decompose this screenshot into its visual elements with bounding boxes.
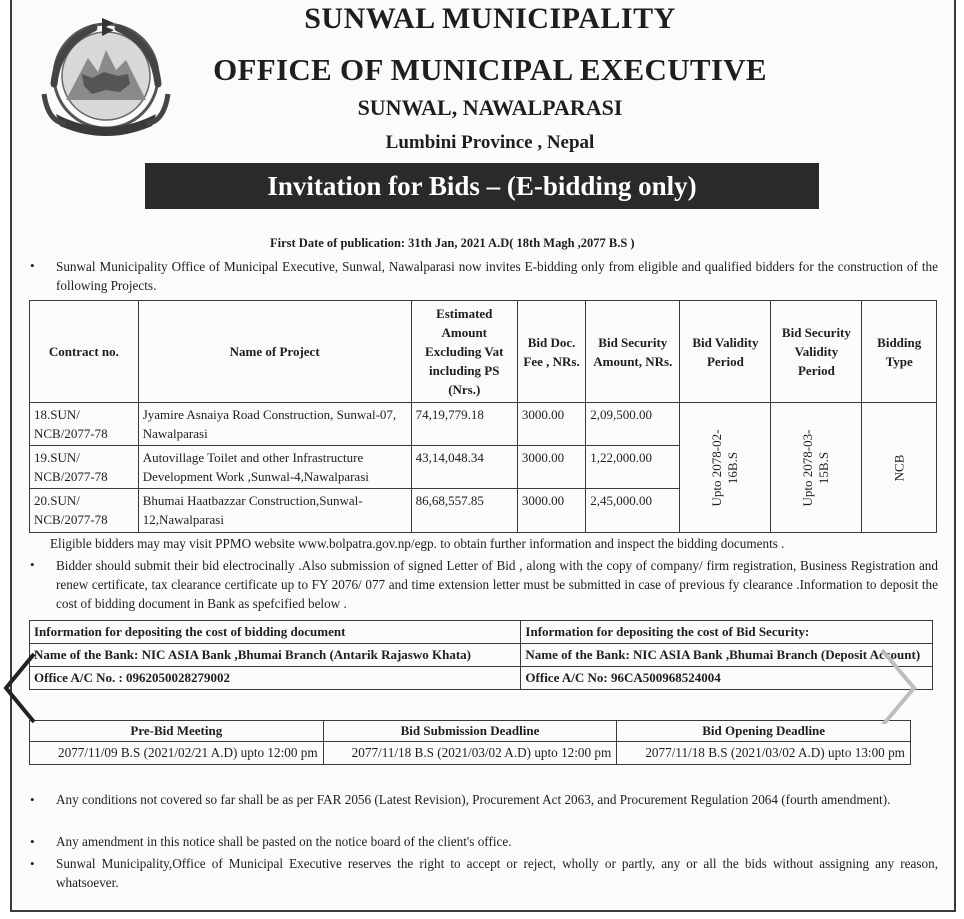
bullet: •: [30, 792, 35, 807]
bids-table: [29, 300, 937, 533]
header-validity: Bid Validity Period: [680, 301, 771, 403]
estimate-cell: 43,14,048.34: [411, 446, 517, 489]
header-contract: Contract no.: [30, 301, 139, 403]
contract-cell: 19.SUN/ NCB/2077-78: [30, 446, 139, 489]
chevron-right-icon[interactable]: [878, 644, 918, 724]
estimate-cell: 86,68,557.85: [411, 489, 517, 533]
location-title: SUNWAL, NAWALPARASI: [357, 95, 623, 120]
header-bidding-type: Bidding Type: [862, 301, 937, 403]
header-security-validity: Bid Security Validity Period: [771, 301, 862, 403]
security-validity-value: Upto 2078-03-15B.S: [800, 429, 832, 506]
fee-cell: 3000.00: [517, 446, 585, 489]
security-cell: 2,45,000.00: [586, 489, 680, 533]
bid-security-deposit-header: Information for depositing the cost of Bid Security:: [521, 621, 933, 644]
submission-note: Bidder should submit their bid electrocinally .Also submission of signed Letter of Bid , along with the copy of company/ firm registration, Business Registration and renew certificate, tax clearance certificate up to FY 2076/ 077 and time extension letter must be submitted in case of previous fy clearance .Information to deposit the cost of bidding document in Bank as spefcified below .: [56, 558, 938, 611]
bid-security-account-number: Office A/C No: 96CA500968524004: [521, 667, 933, 690]
bank-info-table: [29, 620, 933, 690]
publication-date: First Date of publication: 31th Jan, 2021 A.D( 18th Magh ,2077 B.S ): [270, 236, 635, 250]
nepal-emblem-icon: [36, 14, 176, 142]
bidding-type-cell: [862, 403, 937, 533]
prebid-meeting-header: Pre-Bid Meeting: [30, 721, 324, 742]
bid-opening-date: 2077/11/18 B.S (2021/03/02 A.D) upto 13:00 pm: [617, 742, 911, 765]
footer-note-conditions: Any conditions not covered so far shall be as per FAR 2056 (Latest Revision), Procurement Act 2063, and Procurement Regulation 2064 (fourth amendment).: [56, 792, 891, 807]
intro-paragraph: Sunwal Municipality Office of Municipal Executive, Sunwal, Nawalparasi now invites E-bidding only from eligible and qualified bidders for the construction of the following Projects.: [56, 259, 938, 293]
fee-cell: 3000.00: [517, 403, 585, 446]
validity-cell: [680, 403, 771, 533]
invitation-banner: Invitation for Bids – (E-bidding only): [145, 163, 819, 209]
header-project-name: Name of Project: [138, 301, 411, 403]
footer-note-amendment: Any amendment in this notice shall be pasted on the notice board of the client's office.: [56, 834, 512, 849]
bid-doc-bank-name: Name of the Bank: NIC ASIA Bank ,Bhumai Branch (Antarik Rajaswo Khata): [30, 644, 521, 667]
project-name-cell: Bhumai Haatbazzar Construction,Sunwal-12,Nawalparasi: [138, 489, 411, 533]
bid-security-bank-name: Name of the Bank: NIC ASIA Bank ,Bhumai Branch (Deposit Account): [521, 644, 933, 667]
header-fee: Bid Doc. Fee , NRs.: [517, 301, 585, 403]
dates-table: [29, 720, 911, 765]
header-estimate: Estimated Amount Excluding Vat including PS (Nrs.): [411, 301, 517, 403]
province-title: Lumbini Province , Nepal: [385, 132, 595, 153]
security-cell: 1,22,000.00: [586, 446, 680, 489]
prebid-meeting-date: 2077/11/09 B.S (2021/02/21 A.D) upto 12:00 pm: [30, 742, 324, 765]
municipality-title: SUNWAL MUNICIPALITY: [304, 2, 676, 35]
estimate-cell: 74,19,779.18: [411, 403, 517, 446]
chevron-left-icon[interactable]: [0, 648, 40, 728]
security-validity-cell: [771, 403, 862, 533]
footer-note-rights: Sunwal Municipality,Office of Municipal Executive reserves the right to accept or reject, wholly or partly, any or all the bids without assigning any reason, whatsoever.: [56, 856, 938, 890]
fee-cell: 3000.00: [517, 489, 585, 533]
contract-cell: 18.SUN/ NCB/2077-78: [30, 403, 139, 446]
bullet: •: [30, 834, 35, 849]
bullet: •: [30, 856, 35, 871]
bid-doc-deposit-header: Information for depositing the cost of bidding document: [30, 621, 521, 644]
project-name-cell: Jyamire Asnaiya Road Construction, Sunwal-07, Nawalparasi: [138, 403, 411, 446]
validity-value: Upto 2078-02-16B.S: [709, 429, 741, 506]
contract-cell: 20.SUN/ NCB/2077-78: [30, 489, 139, 533]
bullet: •: [30, 557, 35, 572]
header-security: Bid Security Amount, NRs.: [586, 301, 680, 403]
bullet: •: [30, 258, 35, 273]
office-title: OFFICE OF MUNICIPAL EXECUTIVE: [213, 52, 767, 87]
bid-opening-header: Bid Opening Deadline: [617, 721, 911, 742]
table-row: [30, 403, 937, 446]
bidding-type-value: NCB: [891, 454, 907, 481]
bid-doc-account-number: Office A/C No. : 0962050028279002: [30, 667, 521, 690]
eligible-note: Eligible bidders may may visit PPMO website www.bolpatra.gov.np/egp. to obtain further information and inspect the bidding documents .: [50, 536, 785, 551]
project-name-cell: Autovillage Toilet and other Infrastructure Development Work ,Sunwal-4,Nawalparasi: [138, 446, 411, 489]
bid-submission-date: 2077/11/18 B.S (2021/03/02 A.D) upto 12:00 pm: [323, 742, 617, 765]
bid-submission-header: Bid Submission Deadline: [323, 721, 617, 742]
security-cell: 2,09,500.00: [586, 403, 680, 446]
